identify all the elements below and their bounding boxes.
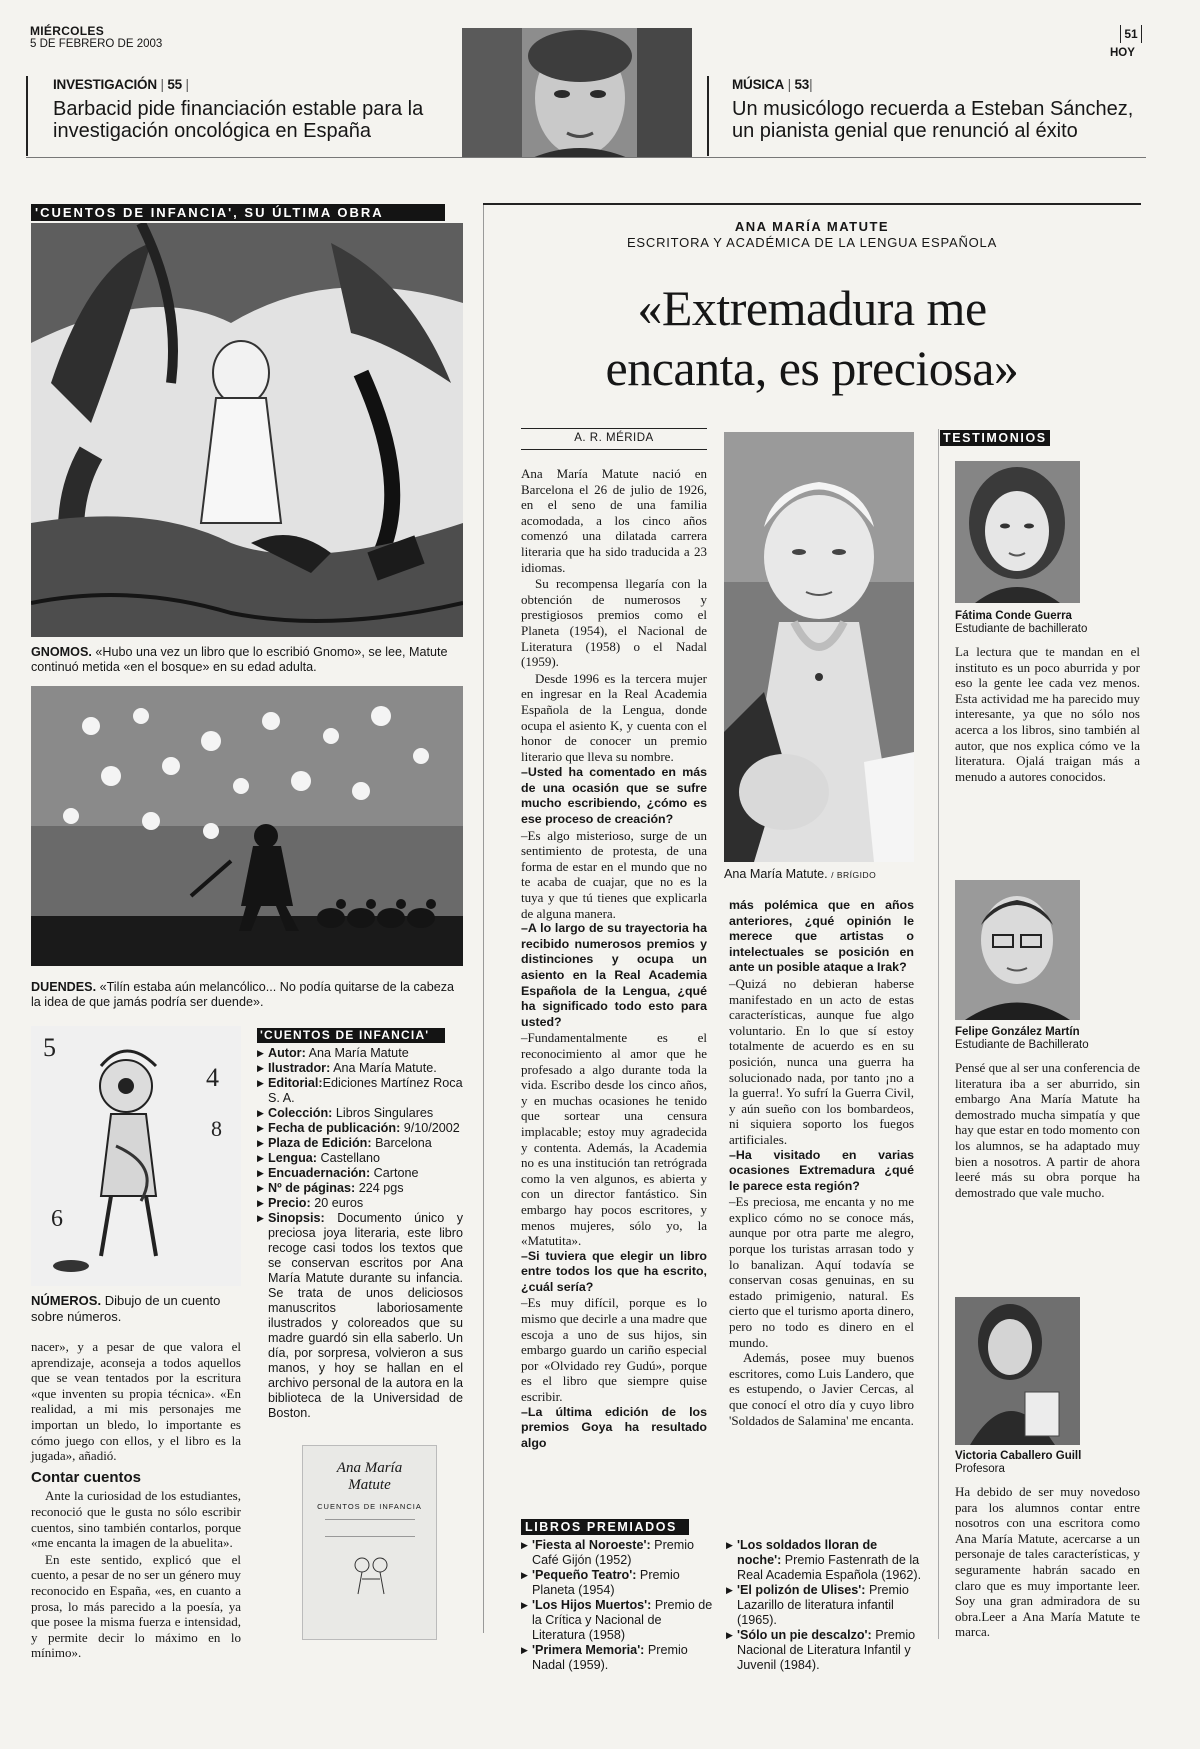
header-day: MIÉRCOLES [30,24,105,38]
fact-value: 9/10/2002 [403,1121,460,1135]
article-byline: A. R. MÉRIDA [574,432,654,444]
fact-label: Nº de páginas: [268,1181,356,1195]
interview-answer-5: –Es preciosa, me encanta y no me explico cómo no se conoce más, aunque por otra parte me alegro, porque los turistas arrasan todo y lo banalizan. Aquí todavía se conservan cosas genuinas, en su estado primigenio, natural. Es cierto que el turismo aporta dinero, pero no todo es dinero en el mundo. [729,1194,914,1350]
libro-title: 'El polizón de Ulises': [737,1583,866,1597]
left-text-p3: En este sentido, explicó que el cuento, a pesar de no ser un género muy reconocido en España, «es, en cuanto a prosa, lo más parecido a la poesía, ya que posee la misma fuerza e intensidad, y permite decir lo máximo en lo mínimo». [31,1551,241,1661]
interview-question-1: –Usted ha comentado en más de una ocasión que se sufre mucho escribiendo, ¿cómo es ese proceso de creación? [521,765,707,827]
svg-text:8: 8 [211,1116,222,1141]
libro-detail: Premio de la Crítica y Nacional de Literatura (1958) [532,1598,713,1642]
article-p2: Su recompensa llegaría con la obtención de numerosos y prestigiosos premios como el Planeta (1954), el Nacional de Literatura (1958) o el Nadal (1959). [521,576,707,670]
fatima-photo [955,461,1080,603]
numeros-caption [31,1293,241,1324]
fact-label: Plaza de Edición: [268,1136,372,1150]
fact-item-autor [257,1046,463,1061]
testimonio-text: Ha debido de ser muy novedoso para los alumnos contar entre nosotros con una escritora como Ana María Matute, acercarse a un personaje de tales características, y seguramente habrán sacado en claro que es muy importante leer. Soy una gran admiradora de su obra.Leer a Ana María Matute te marca. [955,1484,1140,1640]
testimonio-name: Felipe González Martín [955,1026,1080,1038]
interview-answer-3: –Es muy difícil, porque es lo mismo que decirle a una madre que escoja a uno de sus hijos, sin embargo guardo un cariño especial por «Olvidado rey Gudú», porque es el libro que siempre quise escribir. [521,1295,707,1405]
fact-value: 224 pgs [358,1181,404,1195]
photo-credit: / BRÍGIDO [831,870,877,880]
fact-value: Cartone [373,1166,419,1180]
fact-value: Ana María Matute. [333,1061,437,1075]
header-left-section: INVESTIGACIÓN | 55 | [53,77,189,92]
gnomos-illustration [31,223,463,637]
book-cover-text-lines [325,1519,415,1537]
right-section-page: 53 [794,77,810,92]
duendes-caption-label: DUENDES. [31,980,97,994]
article-top-rule [483,203,1141,205]
fact-item-fecha [257,1121,463,1136]
interview-question-5: –Ha visitado en varias ocasiones Extremadura ¿qué le parece esta región? [729,1147,914,1193]
left-section-page: 55 [167,77,182,92]
libro-detail: Premio Lazarillo de literatura infantil (1965). [737,1583,909,1627]
libro-item [521,1568,717,1598]
interview-answer-4: –Quizá no debieran haberse manifestado en un acto de estas características, aunque fue algo voluntario. En lo que sí estoy totalmente de acuerdo es en su posición, nunca una guerra ha solucionado nada, por tanto ¡no a la guerra!. Yo sufrí la Guerra Civil, y aún sueño con los bombardeos, ni siquiera soporto los fuegos artificiales. [729,975,914,1147]
duendes-caption-text: «Tilín estaba aún melancólico... No podía quitarse de la cabeza la idea de que jamás podría ser duende». [31,980,455,1009]
fact-item-sinopsis [257,1211,463,1421]
libro-item [521,1598,717,1643]
libro-item [726,1538,922,1583]
gnomos-caption-text: «Hubo una vez un libro que lo escribió Gnomo», se lee, Matute continuó metida «en el bosque» en su edad adulta. [31,645,448,674]
right-section-name: MÚSICA [732,77,785,92]
fact-value: Libros Singulares [335,1106,434,1120]
fact-item-precio [257,1196,463,1211]
testimonio-name: Fátima Conde Guerra [955,610,1072,622]
book-cover-author-2: Matute [348,1477,391,1493]
article-p3: Desde 1996 es la tercera mujer en ingresar en la Real Academia Española de la Lengua, donde ocupa el asiento K, y cuenta con el honor de conocer un premio literario que lleva su nombre. [521,670,707,764]
header-left-headline: Barbacid pide financiación estable para la investigación oncológica en España [53,98,424,142]
testimonio-3 [955,1450,1140,1640]
fact-item-paginas [257,1181,463,1196]
article-left-rule [483,203,484,1633]
svg-text:4: 4 [206,1063,219,1092]
left-text-column [31,1339,241,1662]
fact-label: Colección: [268,1106,333,1120]
byline-rule-bottom [521,449,707,450]
testimonios-rule [938,429,939,1639]
headline-line-2: encanta, es preciosa» [605,340,1019,396]
fact-value: Barcelona [375,1136,432,1150]
libro-detail: Premio Fastenrath de la Real Academia Española (1962). [737,1553,922,1582]
header-right-section: MÚSICA | 53| [732,77,813,92]
page-number: 51 [1120,25,1142,43]
paper-name: HOY [1110,47,1135,59]
svg-text:6: 6 [51,1206,63,1232]
testimonios-title: TESTIMONIOS [940,430,1050,446]
fact-label: Precio: [268,1196,311,1210]
fact-label: Encuadernación: [268,1166,371,1180]
duendes-caption [31,980,463,1010]
book-cover [302,1445,437,1640]
interview-question-2: –A lo largo de su trayectoria ha recibido numerosos premios y distinciones y ocupa un asiento en la Real Academia Española de la Lengua, ¿qué ha significado todo esto para usted? [521,921,707,1029]
article-column-1 [521,466,707,1451]
interview-question-4-cont: más polémica que en años anteriores, ¿qué opinión le merece que artistas o intelectuales se posición en ante un posible ataque a Irak? [729,898,914,975]
fact-value: Documento único y preciosa joya literaria, este libro recoge casi todos los textos que se conservan escritos por Ana María Matute durante su infancia. Se trata de unos deliciosos manuscritos laboriosamente ilustrados y coloreados que su madre guardó sin ella saberlo. Un día, por sorpresa, volvieron a sus manos, y hoy se hallan en el archivo personal de la autora en la biblioteca de la Universidad de Boston. [268,1211,463,1420]
left-text-p1: nacer», y a pesar de que valora el aprendizaje, aconseja a todos aquellos que se vean tentados por la escritura «que inventen su propia técnica». «En realidad, a mi mis personajes me importan un bledo, lo importante es cómo juego con ellos, y el libro es la jugada», añadió. [31,1339,241,1464]
factbox-list [257,1046,463,1421]
header-date: 5 DE FEBRERO DE 2003 [30,38,163,50]
gnomos-caption [31,645,463,675]
byline-rule [521,428,707,429]
interview-answer-2: –Fundamentalmente es el reconocimiento al amor que he profesado a algo durante toda la vida. Escribo desde los cinco años, y en muchas ocasiones he tenido que sortear una censura implacable; estoy muy agradecida y contenta. Además, la Academia no es una institución tan retrógrada como la ven algunos, es abierta y con un director fantástico. Sin embargo hay pocos escritores, y menos mujeres, sólo yo, la «Matutita». [521,1030,707,1249]
numeros-caption-text: Dibujo de un cuento sobre números. [31,1293,221,1324]
testimonio-text: Pensé que al ser una conferencia de literatura iba a ser aburrido, sin embargo Ana María Matute ha demostrado mucha simpatía y que hay que estar en todo momento con los alumnos, se ha adaptado muy bien a nosotros. A partir de ahora leeré más su obra porque ha demostrado que vale mucho. [955,1060,1140,1200]
left-subhead: Contar cuentos [31,1468,142,1486]
testimonio-text: La lectura que te mandan en el instituto es un poco aburrida y por eso la gente lee cada vez menos. Esta actividad me ha parecido muy interesante, ya que no sólo nos acerca a los libros, sino también al autor, que nos explica cómo ve la literatura. Ojalá traigan más a menudo a autores conocidos. [955,644,1140,784]
libros-left-list [521,1538,717,1673]
book-cover-title: CUENTOS DE INFANCIA [317,1502,422,1511]
article-p1: Ana María Matute nació en Barcelona el 26 de julio de 1926, en el seno de una familia acomodada, a los cinco años comenzó una dilatada carrera literaria que ha sido traducida a 23 idiomas. [521,466,707,575]
left-banner: 'CUENTOS DE INFANCIA', SU ÚLTIMA OBRA [31,204,445,221]
libro-detail: Premio Nacional de Literatura Infantil y Juvenil (1984). [737,1628,916,1672]
fact-label: Editorial: [268,1076,323,1090]
libro-item [521,1643,717,1673]
numeros-caption-label: NÚMEROS. [31,1293,102,1308]
fact-item-editorial [257,1076,463,1106]
article-kicker-name: ANA MARÍA MATUTE [734,219,890,234]
fact-item-coleccion [257,1106,463,1121]
testimonio-1 [955,610,1140,784]
article-headline [483,278,1141,398]
book-cover-drawing-icon [340,1549,400,1609]
testimonio-name: Victoria Caballero Guill [955,1450,1082,1462]
duendes-illustration [31,686,463,966]
libros-title: LIBROS PREMIADOS [521,1519,689,1535]
fact-item-plaza [257,1136,463,1151]
libro-item [726,1628,922,1673]
book-cover-author-1: Ana María [336,1460,403,1476]
interview-question-4: –La última edición de los premios Goya ha resultado algo [521,1404,707,1450]
left-section-name: INVESTIGACIÓN [53,77,157,92]
numeros-illustration [31,1026,241,1286]
header-bottom-rule [26,157,1146,158]
libro-title: 'Pequeño Teatro': [532,1568,637,1582]
fact-label: Ilustrador: [268,1061,331,1075]
fact-value: Castellano [320,1151,380,1165]
victoria-photo [955,1297,1080,1445]
header-divider-left [26,76,28,156]
testimonio-role: Profesora [955,1463,1005,1475]
headline-line-1: «Extremadura me [637,280,987,336]
header-right-headline: Un musicólogo recuerda a Esteban Sánchez, un pianista genial que renunció al éxito [732,98,1134,142]
photo-caption-text: Ana María Matute. [724,867,828,881]
fact-label: Autor: [268,1046,306,1060]
fact-value: Ediciones Martínez Roca S. A. [268,1076,463,1105]
header-divider-right [707,76,709,156]
libro-detail: Premio Nadal (1959). [532,1643,688,1672]
fact-item-encuadernacion [257,1166,463,1181]
fact-label: Lengua: [268,1151,317,1165]
libro-detail: Premio Planeta (1954) [532,1568,680,1597]
felipe-photo [955,880,1080,1020]
testimonio-2 [955,1026,1140,1200]
fact-item-ilustrador [257,1061,463,1076]
svg-text:5: 5 [43,1033,56,1062]
article-p-last: Además, posee muy buenos escritores, como Luis Landero, que es estupendo, o Javier Cercas, al que conocí el otro día y cuyo libro 'Soldados de Salamina' me encanta. [729,1350,914,1428]
libro-title: 'Los soldados lloran de noche': [737,1538,878,1567]
libro-item [521,1538,717,1568]
libro-title: 'Los Hijos Muertos': [532,1598,652,1612]
libro-title: 'Sólo un pie descalzo': [737,1628,872,1642]
fact-label: Sinopsis: [268,1211,325,1225]
libro-title: 'Primera Memoria': [532,1643,645,1657]
fact-value: 20 euros [314,1196,364,1210]
fact-label: Fecha de publicación: [268,1121,401,1135]
fact-value: Ana María Matute [308,1046,409,1060]
header-portrait-photo [462,28,692,158]
libro-item [726,1583,922,1628]
article-kicker-role: ESCRITORA Y ACADÉMICA DE LA LENGUA ESPAÑOLA [626,235,998,250]
libro-detail: Premio Café Gijón (1952) [532,1538,695,1567]
matute-photo [724,432,914,862]
interview-question-3: –Si tuviera que elegir un libro entre todos los que ha escrito, ¿cuál sería? [521,1248,707,1294]
matute-photo-caption [724,867,924,881]
fact-item-lengua [257,1151,463,1166]
gnomos-caption-label: GNOMOS. [31,645,92,659]
testimonio-role: Estudiante de Bachillerato [955,1039,1089,1051]
factbox-title: 'CUENTOS DE INFANCIA' [257,1028,445,1043]
left-text-p2: Ante la curiosidad de los estudiantes, reconoció que le gusta no sólo escribir cuentos, sino también contarlos, porque «me encanta la imagen de la abuelita». [31,1488,241,1551]
libro-title: 'Fiesta al Noroeste': [532,1538,651,1552]
article-column-2 [729,898,914,1429]
libros-right-list [726,1538,922,1673]
testimonio-role: Estudiante de bachillerato [955,623,1088,635]
interview-answer-1: –Es algo misterioso, surge de un sentimiento de protesta, de una forma de estar en el mundo que no te acaba de cuajar, que no es la tuya y que tú tienes que explicarla de alguna manera. [521,827,707,921]
